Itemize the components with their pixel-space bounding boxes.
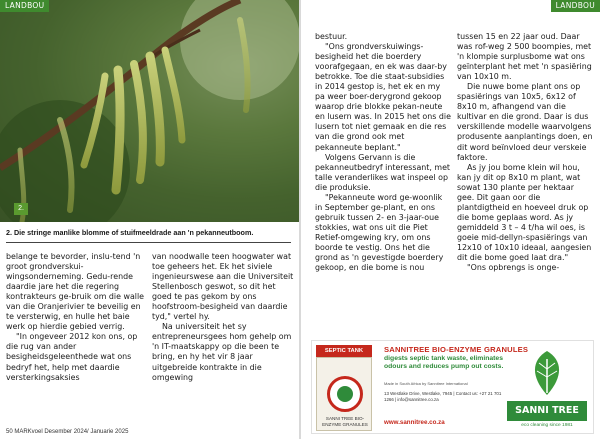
- ad-contact-details: 13 Westlake Drive, Westlake, 7945 | Contact us: +27 21 701 1266 | info@sannitree.co.za: [384, 391, 502, 402]
- pecan-catkin-photo: [0, 0, 299, 222]
- bag-seal-tree-icon: [337, 386, 353, 402]
- sannitree-logo: SANNI TREE: [507, 401, 587, 421]
- ad-manufacturer-note: Made in South Africa by Sannitree International: [384, 381, 468, 386]
- paragraph: "Pekanneute word ge-woonlik in September ge-plant, en ons gebruik tussen 2- en 3-jaar-oue stokkies, wat ons uit die Piet Retief-omgewing kry, om ons boorde te vestig. Ons het die grond as 'n gevestigde boerdery gekoop, en die bome is nou: [315, 192, 444, 273]
- paragraph: bestuur.: [315, 32, 348, 41]
- right-column-2: [457, 32, 593, 273]
- bag-product-label: SANNI TREE BIO-ENZYME GRANULES: [322, 416, 368, 427]
- paragraph: "Ons grondverskuiwings-besigheid het die boerdery voorafgegaan, en ek was daar-by betrokke. Toe die staat-subsidies in 2014 gestop is, het ek en my pa weer boer-derygrond gekoop waarop drie blokke pekan-neute en lusern was. In 2015 het ons die lusern tot niet gemaak en die res van die grond ook met pekanneute beplant.": [315, 42, 451, 152]
- paragraph: "In ongeveer 2012 kon ons, op die rug van ander besigheidsgeleenthede wat ons bedryf het, help met daardie versterkingsaksies: [6, 332, 138, 382]
- tree-leaf-icon: [527, 349, 567, 397]
- photo-artwork: [0, 0, 299, 222]
- section-label: LANDBOU: [0, 0, 49, 12]
- ad-subtitle: digests septic tank waste, eliminates odours and reduces pump out costs.: [384, 355, 504, 370]
- bag-top-label: SEPTIC TANK: [316, 345, 372, 357]
- photo-number-badge: 2.: [14, 203, 28, 215]
- ad-website-link[interactable]: www.sannitree.co.za: [384, 419, 445, 426]
- paragraph: Volgens Gervann is die pekanneutbedryf interessant, met talle veranderlikes wat inspeel op die produksie.: [315, 152, 451, 192]
- bag-seal-icon: [327, 376, 363, 412]
- paragraph: tussen 15 en 22 jaar oud. Daar was rof-weg 2 500 boompies, met 'n klompie surplusbome wat ons geïnterplant het met 'n spasiëring van 10x10 m.: [457, 32, 592, 82]
- left-column-1: [6, 252, 146, 383]
- paragraph: "Ons opbrengs is onge-: [467, 263, 560, 273]
- paragraph: As jy jou bome klein wil hou, kan jy dit op 8x10 m plant, wat sowat 130 plante per hektaar gee. Dit gaan oor die plantdigtheid en hoeveel druk op die bome geplaas word. As jy gemiddeld 3 t – 4 t/ha wil oes, is goeie mid-dellyn-spasiërings van 12x10 of 10x10 ideaal, aangesien dit die bome goed laat dra.": [457, 162, 592, 263]
- paragraph: van noodwalle teen hoogwater wat toe geheers het. Ek het siviele ingenieurswese aan die Universiteit Stellenbosch geswot, so dit het goed te pas gekom by ons hoofstroom-besigheid van daardie tyd," vertel hy.: [152, 252, 294, 322]
- caption-divider: [6, 242, 291, 243]
- left-page: [0, 0, 299, 439]
- bag-body: [316, 357, 372, 431]
- right-column-1: [315, 32, 451, 273]
- paragraph: Die nuwe bome plant ons op spasiërings van 10x5, 6x12 of 8x10 m, afhangend van die kultivar en die grond. Daar is dus verskillende modelle waarvolgens produsente aanplantings doen, en dit word beïnvloed deur verskeie faktore.: [457, 82, 593, 162]
- ad-title: SANNITREE BIO-ENZYME GRANULES: [384, 345, 529, 354]
- paragraph: Na universiteit het sy entrepreneursgees hom gehelp om 'n IT-maatskappy op die been te bring, en hy het vir 8 jaar uitgebreide kontrakte in die omgewing: [152, 322, 292, 382]
- ad-slogan: eco cleaning since 1981: [521, 423, 573, 428]
- left-column-2: [152, 252, 294, 383]
- page-folio: 50 MARKvoel Desember 2024/ Januarie 2025: [6, 429, 129, 435]
- sannitree-advertisement[interactable]: [311, 340, 594, 434]
- product-bag-image: [316, 345, 372, 431]
- section-label: LANDBOU: [551, 0, 600, 12]
- right-page: [301, 0, 600, 439]
- paragraph: belange te bevorder, inslu-tend 'n groot grondverskui-wingsonderneming. Gedu-rende daardie jare het die regering kontrakteurs ge-bruik om die walle van die Oranjerivier te beveilig en te versterwig, en hulle het baie werk op hierdie gebied verrig.: [6, 252, 145, 332]
- photo-caption: 2. Die stringe manlike blomme of stuifmeeldrade aan 'n pekanneutboom.: [6, 228, 254, 237]
